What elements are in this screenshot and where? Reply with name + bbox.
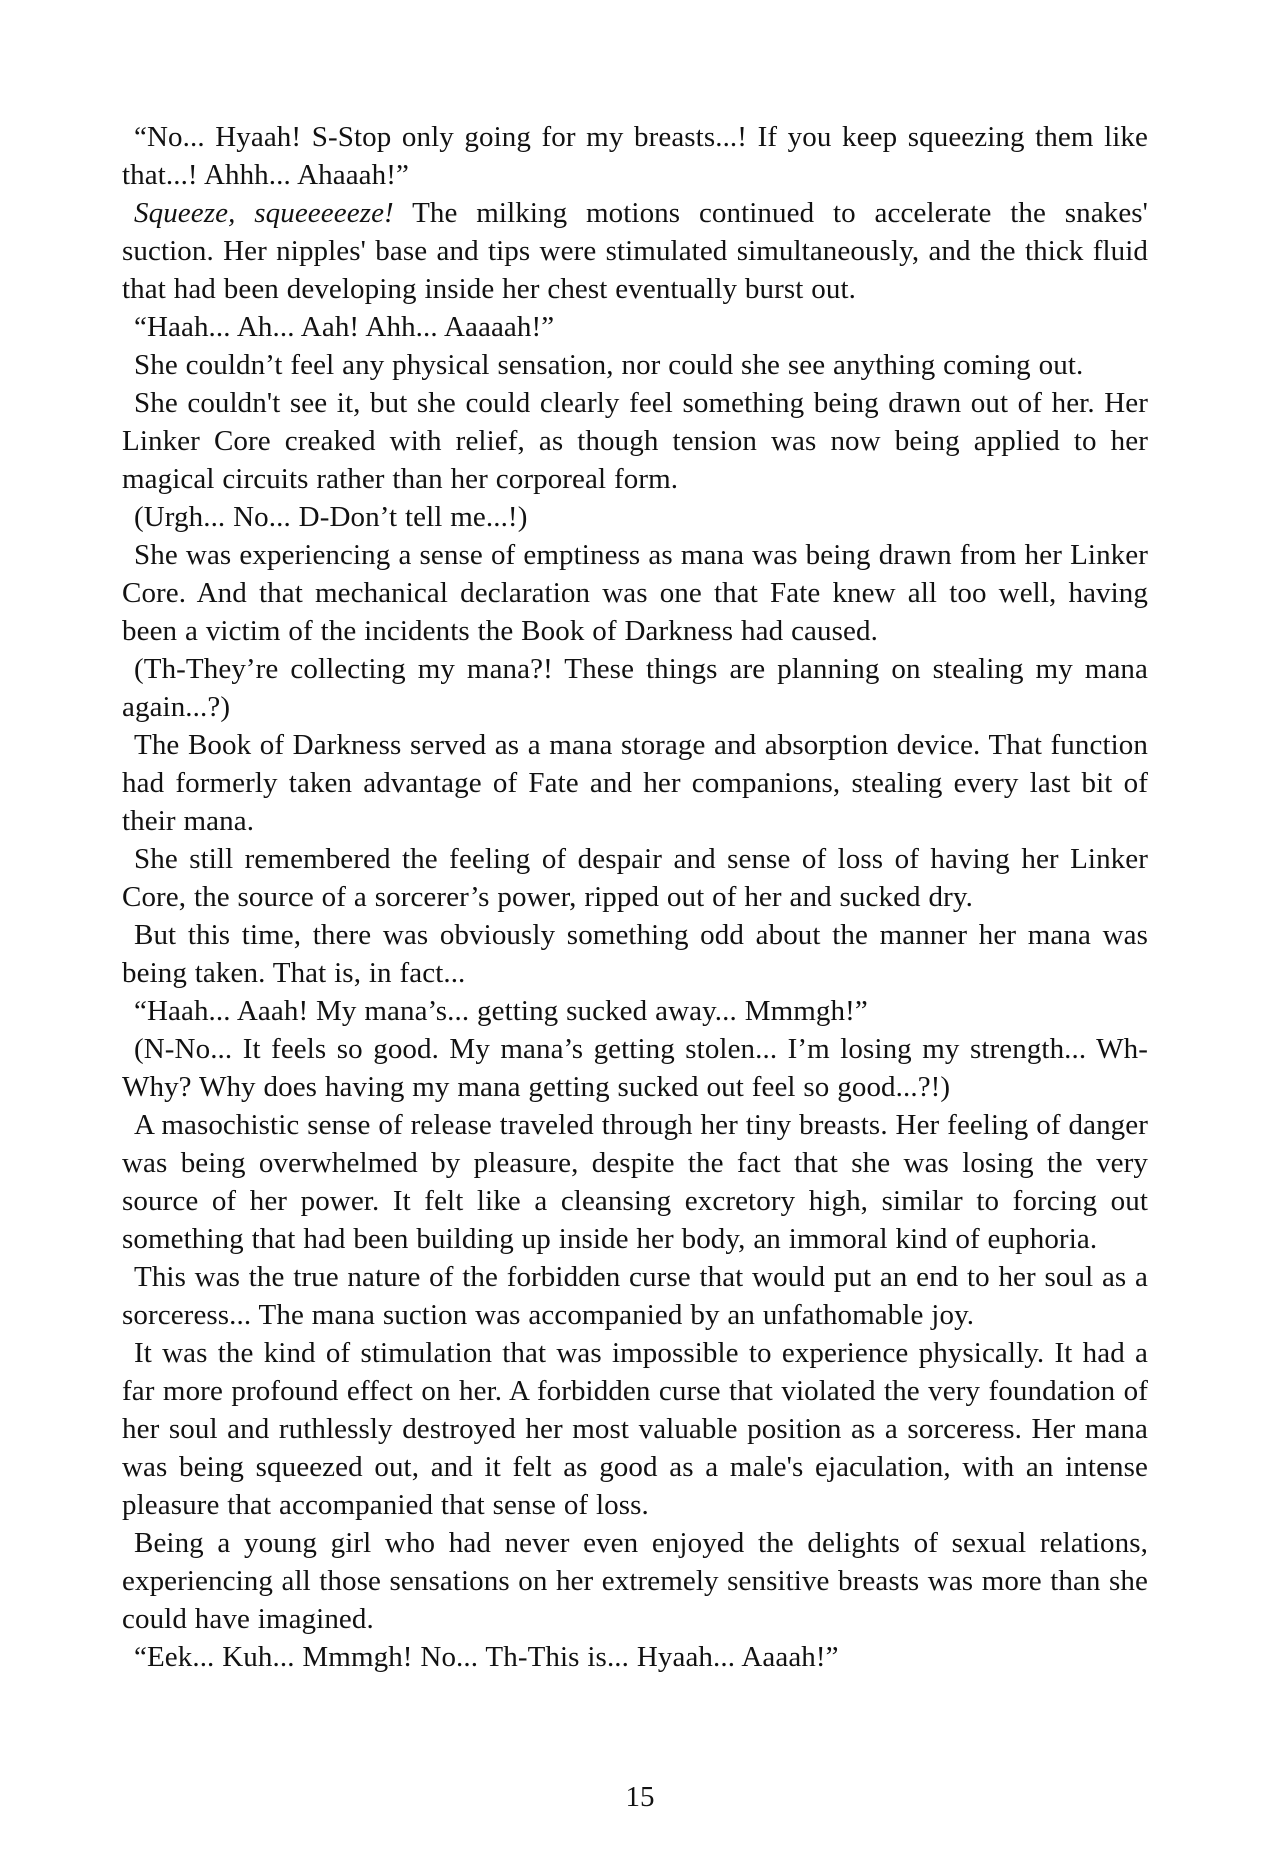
paragraph-thought: (Urgh... No... D-Don’t tell me...!) (134, 501, 528, 533)
page-number: 15 (625, 1781, 655, 1813)
paragraph-narration: It was the kind of stimulation that was impossible to experience physically. It had a far more profound effect on her. A forbidden curse that violated the very foundation of her soul and ruthlessly destroyed her most valuable position as a sorceress. Her mana was being squeezed out, and it felt as good as a male's ejaculation, with an intense pleasure that accompanied that sense of loss. (122, 1337, 1148, 1521)
paragraph-narration: But this time, there was obviously something odd about the manner her mana was being taken. That is, in fact... (122, 919, 1148, 989)
paragraph-thought: (N-No... It feels so good. My mana’s getting stolen... I’m losing my strength... Wh-Why? Why does having my mana getting sucked out feel so good...?!) (122, 1033, 1148, 1103)
paragraph-narration: Squeeze, squeeeeeze! The milking motions continued to accelerate the snakes' suction. Her nipples' base and tips were stimulated simultaneously, and the thick fluid that had been developing inside her chest eventually burst out. (122, 197, 1148, 305)
paragraph-narration: She couldn't see it, but she could clearly feel something being drawn out of her. Her Linker Core creaked with relief, as though tension was now being applied to her magical circuits rather than her corporeal form. (122, 387, 1148, 495)
paragraph-narration: She couldn’t feel any physical sensation, nor could she see anything coming out. (134, 349, 1084, 381)
paragraph-dialogue: “Eek... Kuh... Mmmgh! No... Th-This is... Hyaah... Aaaah!” (134, 1641, 839, 1673)
paragraph-narration: This was the true nature of the forbidden curse that would put an end to her soul as a sorceress... The mana suction was accompanied by an unfathomable joy. (122, 1261, 1148, 1331)
paragraph-narration: The Book of Darkness served as a mana storage and absorption device. That function had formerly taken advantage of Fate and her companions, stealing every last bit of their mana. (122, 729, 1148, 837)
paragraph-narration: She still remembered the feeling of despair and sense of loss of having her Linker Core, the source of a sorcerer’s power, ripped out of her and sucked dry. (122, 843, 1148, 913)
italic-lead: Squeeze, squeeeeeze! (134, 197, 394, 229)
paragraph-dialogue: “Haah... Ah... Aah! Ahh... Aaaaah!” (134, 311, 555, 343)
paragraph-narration: Being a young girl who had never even enjoyed the delights of sexual relations, experiencing all those sensations on her extremely sensitive breasts was more than she could have imagined. (122, 1527, 1148, 1635)
paragraph-dialogue: “No... Hyaah! S-Stop only going for my breasts...! If you keep squeezing them like that...! Ahhh... Ahaaah!” (122, 121, 1148, 191)
text-block (122, 118, 1148, 1676)
paragraph-thought: (Th-They’re collecting my mana?! These things are planning on stealing my mana again...?) (122, 653, 1148, 723)
paragraph-narration: She was experiencing a sense of emptiness as mana was being drawn from her Linker Core. And that mechanical declaration was one that Fate knew all too well, having been a victim of the incidents the Book of Darkness had caused. (122, 539, 1148, 647)
paragraph-dialogue: “Haah... Aaah! My mana’s... getting sucked away... Mmmgh!” (134, 995, 868, 1027)
paragraph-narration: A masochistic sense of release traveled through her tiny breasts. Her feeling of danger was being overwhelmed by pleasure, despite the fact that she was losing the very source of her power. It felt like a cleansing excretory high, similar to forcing out something that had been building up inside her body, an immoral kind of euphoria. (122, 1109, 1148, 1255)
